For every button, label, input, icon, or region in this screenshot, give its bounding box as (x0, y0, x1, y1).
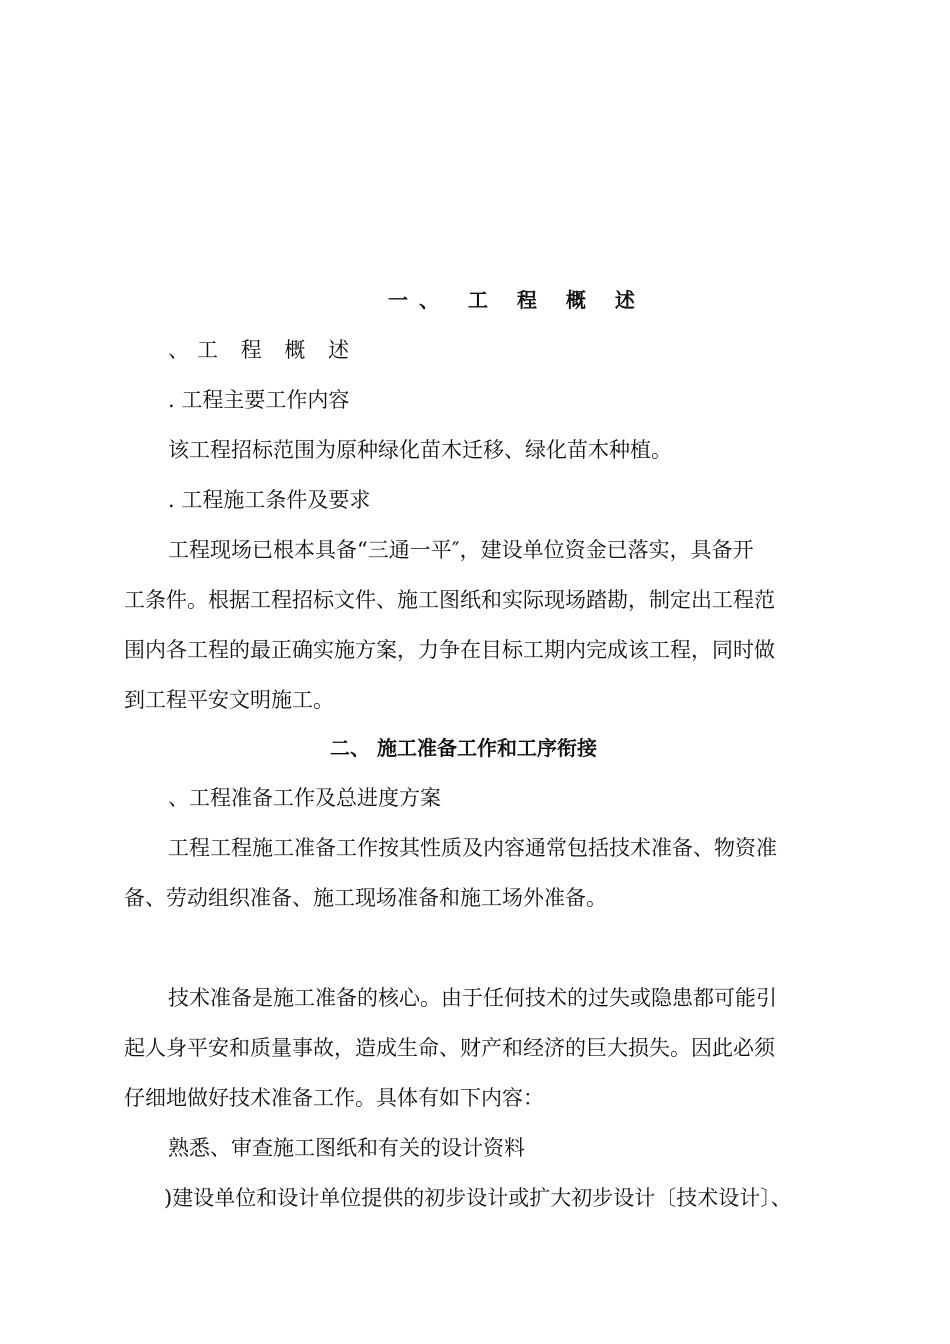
subsection-heading: 、工 程 概 述 (168, 338, 358, 362)
paragraph-line: 备、劳动组织准备、施工现场准备和施工场外准备。 (124, 886, 607, 910)
item-heading: . 工程主要工作内容 (168, 388, 350, 412)
paragraph-line: 工程现场已根本具备“三通一平″，建设单位资金已落实，具备开 (168, 538, 754, 562)
paragraph-line: 工条件。根据工程招标文件、施工图纸和实际现场踏勘，制定出工程范 (124, 588, 775, 612)
paragraph-line: 工程工程施工准备工作按其性质及内容通常包括技术准备、物资准 (168, 836, 777, 860)
paragraph-line: )建设单位和设计单位提供的初步设计或扩大初步设计〔技术设计〕、 (164, 1186, 792, 1210)
paragraph-line: 该工程招标范围为原种绿化苗木迁移、绿化苗木种植。 (168, 438, 672, 462)
paragraph-line: 仔细地做好技术准备工作。具体有如下内容： (124, 1086, 544, 1110)
section-heading-2: 二、 施工准备工作和工序衔接 (330, 736, 597, 760)
paragraph-line: 围内各工程的最正确实施方案，力争在目标工期内完成该工程，同时做 (124, 638, 775, 662)
subsection-heading: 、工程准备工作及总进度方案 (168, 786, 441, 810)
paragraph-line: 到工程平安文明施工。 (124, 688, 334, 712)
item-heading: . 工程施工条件及要求 (168, 488, 371, 512)
item-heading: 熟悉、审查施工图纸和有关的设计资料 (168, 1136, 525, 1160)
paragraph-line: 起人身平安和质量事故，造成生命、财产和经济的巨大损失。因此必须 (124, 1036, 775, 1060)
section-heading-1: 一、 工 程 概 述 (388, 288, 646, 312)
paragraph-line: 技术准备是施工准备的核心。由于任何技术的过失或隐患都可能引 (168, 986, 777, 1010)
